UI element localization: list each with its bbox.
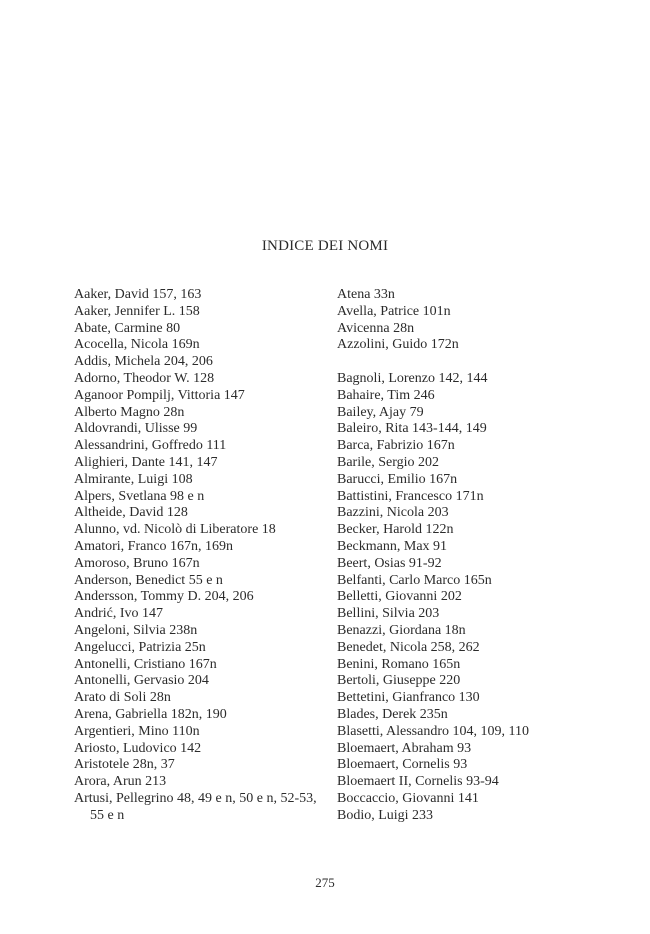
index-entry: Belletti, Giovanni 202 bbox=[337, 589, 462, 605]
index-entry: Bagnoli, Lorenzo 142, 144 bbox=[337, 370, 488, 386]
index-entry: Barucci, Emilio 167n bbox=[337, 471, 458, 487]
index-entry: Arato di Soli 28n bbox=[74, 690, 171, 706]
index-entry: Bazzini, Nicola 203 bbox=[337, 505, 449, 521]
index-entry: Atena 33n bbox=[337, 287, 395, 302]
index-entry: Adorno, Theodor W. 128 bbox=[74, 370, 215, 386]
index-entry: Bloemaert, Abraham 93 bbox=[337, 740, 472, 756]
index-entry: Alberto Magno 28n bbox=[74, 404, 185, 420]
index-entry: Becker, Harold 122n bbox=[337, 522, 454, 538]
index-entry: Artusi, Pellegrino 48, 49 e n, 50 e n, 52-53, 55 e n bbox=[74, 790, 317, 823]
index-entry: Almirante, Luigi 108 bbox=[74, 471, 193, 487]
index-entry: Aaker, Jennifer L. 158 bbox=[74, 303, 200, 319]
index-entry: Baleiro, Rita 143-144, 149 bbox=[337, 421, 487, 437]
index-entry: Arena, Gabriella 182n, 190 bbox=[74, 706, 227, 722]
index-entry: Addis, Michela 204, 206 bbox=[74, 354, 213, 370]
index-entry: Bahaire, Tim 246 bbox=[337, 387, 435, 403]
index-entry: Aristotele 28n, 37 bbox=[74, 757, 175, 773]
index-entry: Altheide, David 128 bbox=[74, 505, 188, 521]
index-entry: Barile, Sergio 202 bbox=[337, 454, 440, 470]
index-entry: Argentieri, Mino 110n bbox=[74, 723, 200, 739]
index-entry: Acocella, Nicola 169n bbox=[74, 337, 200, 353]
index-entry: Arora, Arun 213 bbox=[74, 774, 167, 790]
index-entry: Alessandrini, Goffredo 111 bbox=[74, 438, 227, 454]
index-entry: Bailey, Ajay 79 bbox=[337, 404, 424, 420]
index-entry: Abate, Carmine 80 bbox=[74, 320, 181, 336]
index-entry: Ariosto, Ludovico 142 bbox=[74, 740, 202, 756]
index-entry: Andersson, Tommy D. 204, 206 bbox=[74, 589, 254, 605]
index-entry: Anderson, Benedict 55 e n bbox=[74, 572, 223, 588]
index-entry: Avella, Patrice 101n bbox=[337, 303, 451, 319]
index-entry: Angeloni, Silvia 238n bbox=[74, 622, 198, 638]
index-entry: Beert, Osias 91-92 bbox=[337, 555, 442, 571]
index-entry: Benini, Romano 165n bbox=[337, 656, 461, 672]
index-entry: Beckmann, Max 91 bbox=[337, 538, 448, 554]
index-entry: Bloemaert, Cornelis 93 bbox=[337, 757, 468, 773]
index-entry: Blades, Derek 235n bbox=[337, 706, 448, 722]
index-entry: Benazzi, Giordana 18n bbox=[337, 622, 466, 638]
index-entry: Alpers, Svetlana 98 e n bbox=[74, 488, 205, 504]
index-entry: Bellini, Silvia 203 bbox=[337, 606, 440, 622]
index-entry: Aaker, David 157, 163 bbox=[74, 287, 202, 302]
index-entry: Andrić, Ivo 147 bbox=[74, 606, 164, 622]
index-entry: Bloemaert II, Cornelis 93-94 bbox=[337, 774, 499, 790]
index-entry: Antonelli, Gervasio 204 bbox=[74, 673, 209, 689]
index-entry: Amoroso, Bruno 167n bbox=[74, 555, 200, 571]
index-entry: Boccaccio, Giovanni 141 bbox=[337, 790, 479, 806]
index-entry: Alighieri, Dante 141, 147 bbox=[74, 454, 218, 470]
index-entry: Aldovrandi, Ulisse 99 bbox=[74, 421, 198, 437]
index-column-right bbox=[337, 287, 577, 825]
page-number: 275 bbox=[315, 875, 335, 890]
index-entry: Amatori, Franco 167n, 169n bbox=[74, 538, 234, 554]
index-entry: Barca, Fabrizio 167n bbox=[337, 438, 455, 454]
index-entry: Bodio, Luigi 233 bbox=[337, 807, 434, 823]
index-entry: Aganoor Pompilj, Vittoria 147 bbox=[74, 387, 245, 403]
index-entry: Battistini, Francesco 171n bbox=[337, 488, 484, 504]
index-entry: Blasetti, Alessandro 104, 109, 110 bbox=[337, 723, 529, 739]
index-title: INDICE DEI NOMI bbox=[261, 238, 389, 254]
index-column-left bbox=[74, 287, 324, 825]
index-entry: Benedet, Nicola 258, 262 bbox=[337, 639, 480, 655]
index-entry: Avicenna 28n bbox=[337, 320, 415, 336]
index-entry: Bertoli, Giuseppe 220 bbox=[337, 673, 461, 689]
index-entry: Belfanti, Carlo Marco 165n bbox=[337, 572, 492, 588]
index-entry: Azzolini, Guido 172n bbox=[337, 337, 459, 353]
letter-group-spacer bbox=[337, 354, 577, 371]
index-entry: Angelucci, Patrizia 25n bbox=[74, 639, 206, 655]
index-entry: Bettetini, Gianfranco 130 bbox=[337, 690, 480, 706]
index-entry: Antonelli, Cristiano 167n bbox=[74, 656, 217, 672]
index-entry: Alunno, vd. Nicolò di Liberatore 18 bbox=[74, 522, 276, 538]
